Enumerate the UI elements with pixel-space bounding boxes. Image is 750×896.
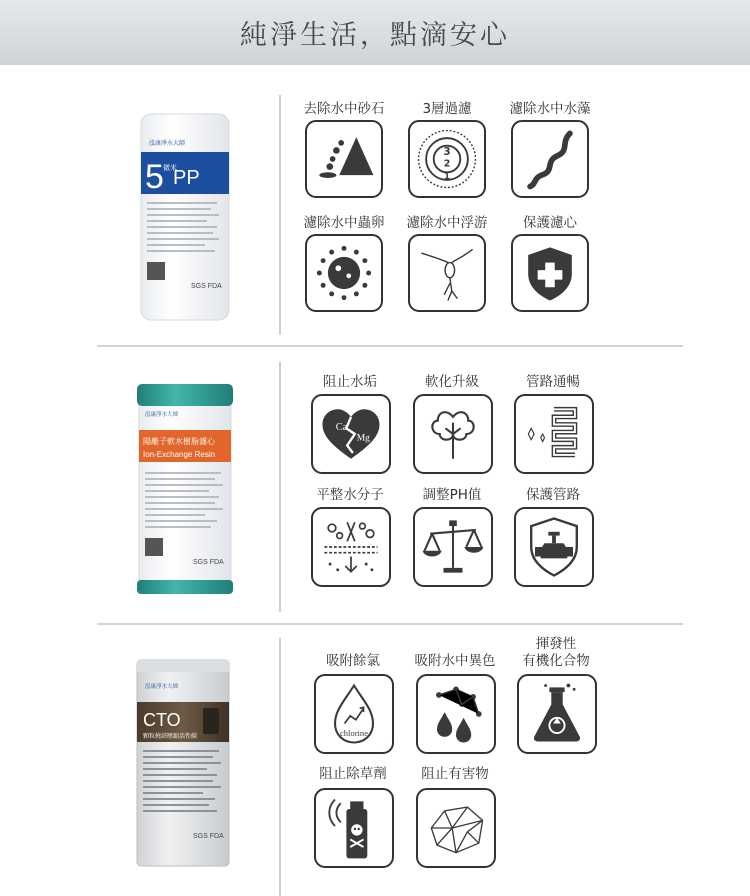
feature-label: 濾除水中浮游 xyxy=(406,215,488,231)
product-model-suffix: PP xyxy=(173,167,200,189)
svg-text:chlorine: chlorine xyxy=(339,727,369,738)
product-name-en: Ion-Exchange Resin xyxy=(143,450,216,459)
three-layer-filter-icon xyxy=(408,120,486,198)
svg-text:2: 2 xyxy=(443,158,451,170)
feature-label: 保護濾心 xyxy=(523,215,577,231)
feature-label: 阻止除草劑 xyxy=(319,766,387,782)
pipe-flow-icon xyxy=(514,394,594,474)
feature-label: 管路通暢 xyxy=(526,374,580,390)
product-sub: 微米 xyxy=(163,164,177,172)
section-divider-vertical xyxy=(279,95,281,335)
product-name-cn: 陽離子軟水樹脂濾心 xyxy=(143,437,215,446)
product-resin-filter xyxy=(135,382,235,597)
feature-label: 保護管路 xyxy=(526,487,580,503)
flask-icon xyxy=(517,674,597,754)
feature-label: 軟化升級 xyxy=(425,374,479,390)
color-molecule-icon xyxy=(416,674,496,754)
product-model: 5 xyxy=(145,158,164,196)
feature-label: 濾除水中蟲卵 xyxy=(303,215,385,231)
page-title: 純淨生活，點滴安心 xyxy=(240,20,510,51)
product-brand: 泓康淨水大師 xyxy=(149,140,186,147)
feature-label: 吸附水中異色 xyxy=(414,653,496,669)
product-cert: SGS FDA xyxy=(193,833,224,840)
herbicide-bottle-icon xyxy=(314,788,394,868)
plankton-icon xyxy=(408,234,486,312)
product-cert: SGS FDA xyxy=(193,559,224,566)
feature-label: 有機化合物 xyxy=(522,653,590,669)
algae-icon xyxy=(511,120,589,198)
shield-valve-icon xyxy=(514,507,594,587)
insect-egg-icon xyxy=(305,234,383,312)
sediment-rock-icon xyxy=(305,120,383,198)
product-model: CTO xyxy=(143,710,181,730)
broken-heart-scale-icon xyxy=(311,394,391,474)
balance-scale-icon xyxy=(413,507,493,587)
feature-label: 平整水分子 xyxy=(316,487,384,503)
section-divider xyxy=(97,345,683,347)
section-divider-vertical xyxy=(279,362,281,612)
feature-label: 阻止水垢 xyxy=(323,374,377,390)
product-brand: 泓康淨水大師 xyxy=(145,412,179,418)
svg-text:1: 1 xyxy=(444,171,450,182)
feature-label: 濾除水中水藻 xyxy=(509,101,591,117)
product-cto-filter xyxy=(133,658,233,868)
product-pp-filter xyxy=(135,112,235,322)
feature-label: 去除水中砂石 xyxy=(303,101,385,117)
shield-cross-icon xyxy=(511,234,589,312)
feature-label: 3層過濾 xyxy=(422,101,472,117)
feature-label: 阻止有害物 xyxy=(421,766,489,782)
harmful-substance-icon xyxy=(416,788,496,868)
feature-label: 調整PH值 xyxy=(422,487,482,503)
section-divider xyxy=(97,623,683,625)
svg-text:3: 3 xyxy=(443,146,451,159)
feature-label: 吸附餘氯 xyxy=(326,653,380,669)
product-brand: 泓康淨水大師 xyxy=(145,684,179,690)
feature-label: 揮發性 xyxy=(535,636,577,652)
svg-text:Mg: Mg xyxy=(356,433,370,444)
cotton-icon xyxy=(413,394,493,474)
water-molecule-icon xyxy=(311,507,391,587)
product-name-cn: 顆粒燒結壓縮活性碳 xyxy=(143,733,198,740)
chlorine-drop-icon xyxy=(314,674,394,754)
header-banner xyxy=(0,0,750,65)
section-divider-vertical xyxy=(279,638,281,896)
svg-text:Ca: Ca xyxy=(335,422,348,434)
product-cert: SGS FDA xyxy=(191,283,222,290)
